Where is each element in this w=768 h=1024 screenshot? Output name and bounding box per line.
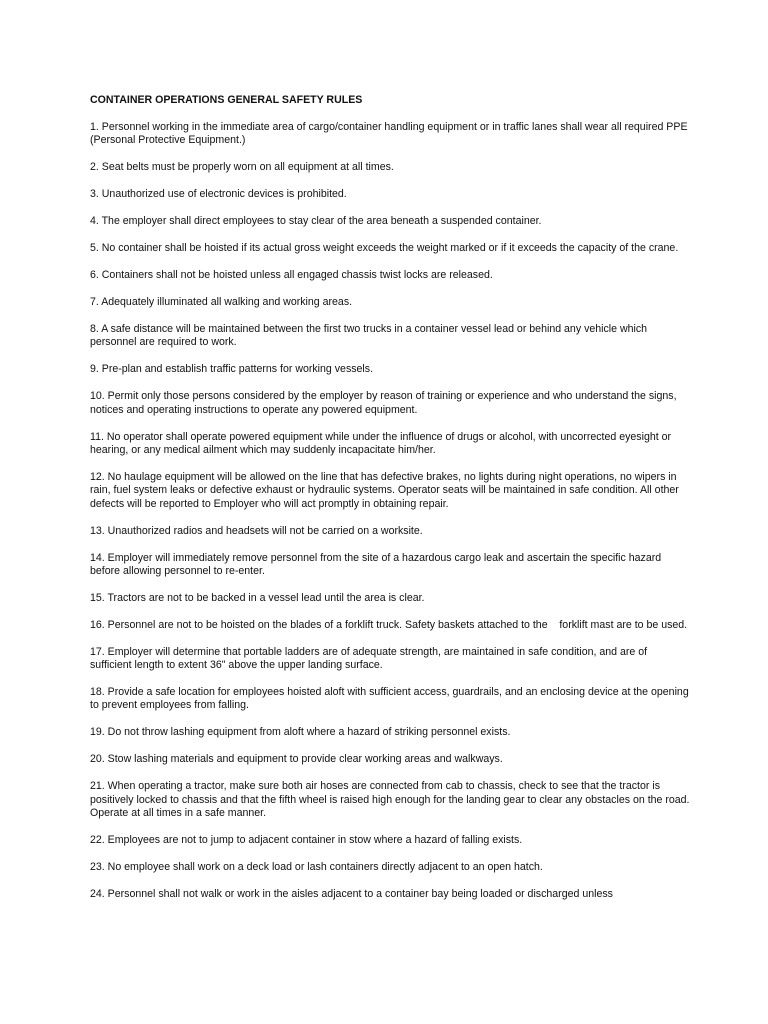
document-title: CONTAINER OPERATIONS GENERAL SAFETY RULES [90, 94, 363, 106]
rule-item-6: 6. Containers shall not be hoisted unless all engaged chassis twist locks are released. [90, 269, 493, 282]
rule-item-3: 3. Unauthorized use of electronic devices is prohibited. [90, 188, 347, 201]
rule-item-20: 20. Stow lashing materials and equipment to provide clear working areas and walkways. [90, 753, 503, 766]
rule-item-9: 9. Pre-plan and establish traffic patterns for working vessels. [90, 363, 374, 376]
rule-item-13: 13. Unauthorized radios and headsets will not be carried on a worksite. [90, 524, 423, 537]
rule-item-14: 14. Employer will immediately remove personnel from the site of a hazardous cargo leak and ascertain the specific hazard before allowing personnel to re-enter. [90, 551, 662, 577]
rule-item-21: 21. When operating a tractor, make sure both air hoses are connected from cab to chassis, check to see that the tractor is positively locked to chassis and that the fifth wheel is raised high enough for the landing gear to clear any obstacles on the road. Operate at all times in a safe manner. [90, 780, 690, 819]
rule-item-5: 5. No container shall be hoisted if its actual gross weight exceeds the weight marked or if it exceeds the capacity of the crane. [90, 242, 679, 255]
rule-item-17: 17. Employer will determine that portable ladders are of adequate strength, are maintained in safe condition, and are of sufficient length to extent 36" above the upper landing surface. [90, 645, 648, 672]
rule-item-4: 4. The employer shall direct employees to stay clear of the area beneath a suspended container. [90, 215, 542, 228]
rule-item-11: 11. No operator shall operate powered equipment while under the influence of drugs or alcohol, with uncorrected eyesight or hearing, or any medical ailment which may suddenly incapacitate him/her. [90, 430, 672, 457]
rule-item-23: 23. No employee shall work on a deck load or lash containers directly adjacent to an open hatch. [90, 860, 543, 873]
rule-item-7: 7. Adequately illuminated all walking and working areas. [90, 296, 353, 309]
rule-item-16: 16. Personnel are not to be hoisted on the blades of a forklift truck. Safety baskets attached to the forklift mast are to be used. [90, 618, 688, 631]
rule-item-18: 18. Provide a safe location for employees hoisted aloft with sufficient access, guardrails, and an enclosing device at the opening to prevent employees from falling. [90, 686, 689, 712]
rule-item-15: 15. Tractors are not to be backed in a vessel lead until the area is clear. [90, 591, 425, 604]
rule-item-12: 12. No haulage equipment will be allowed on the line that has defective brakes, no lights during night operations, no wipers in rain, fuel system leaks or defective exhaust or hydraulic systems. Operator seats will be maintained in safe condition. All other defects will be reported to Employer who will act promptly in obtaining repair. [90, 471, 679, 510]
rule-item-1: 1. Personnel working in the immediate area of cargo/container handling equipment or in traffic lanes shall wear all required PPE (Personal Protective Equipment.) [90, 120, 688, 147]
rule-item-8: 8. A safe distance will be maintained between the first two trucks in a container vessel lead or behind any vehicle which personnel are required to work. [90, 323, 648, 349]
rule-item-24: 24. Personnel shall not walk or work in the aisles adjacent to a container bay being loaded or discharged unless [90, 887, 613, 900]
rule-item-19: 19. Do not throw lashing equipment from aloft where a hazard of striking personnel exists. [90, 726, 511, 739]
rule-item-22: 22. Employees are not to jump to adjacent container in stow where a hazard of falling exists. [90, 833, 523, 846]
rule-item-10: 10. Permit only those persons considered by the employer by reason of training or experience and who understand the signs, notices and operating instructions to operate any powered equipment. [90, 390, 677, 416]
rule-item-2: 2. Seat belts must be properly worn on all equipment at all times. [90, 161, 394, 174]
document-body [90, 94, 690, 915]
